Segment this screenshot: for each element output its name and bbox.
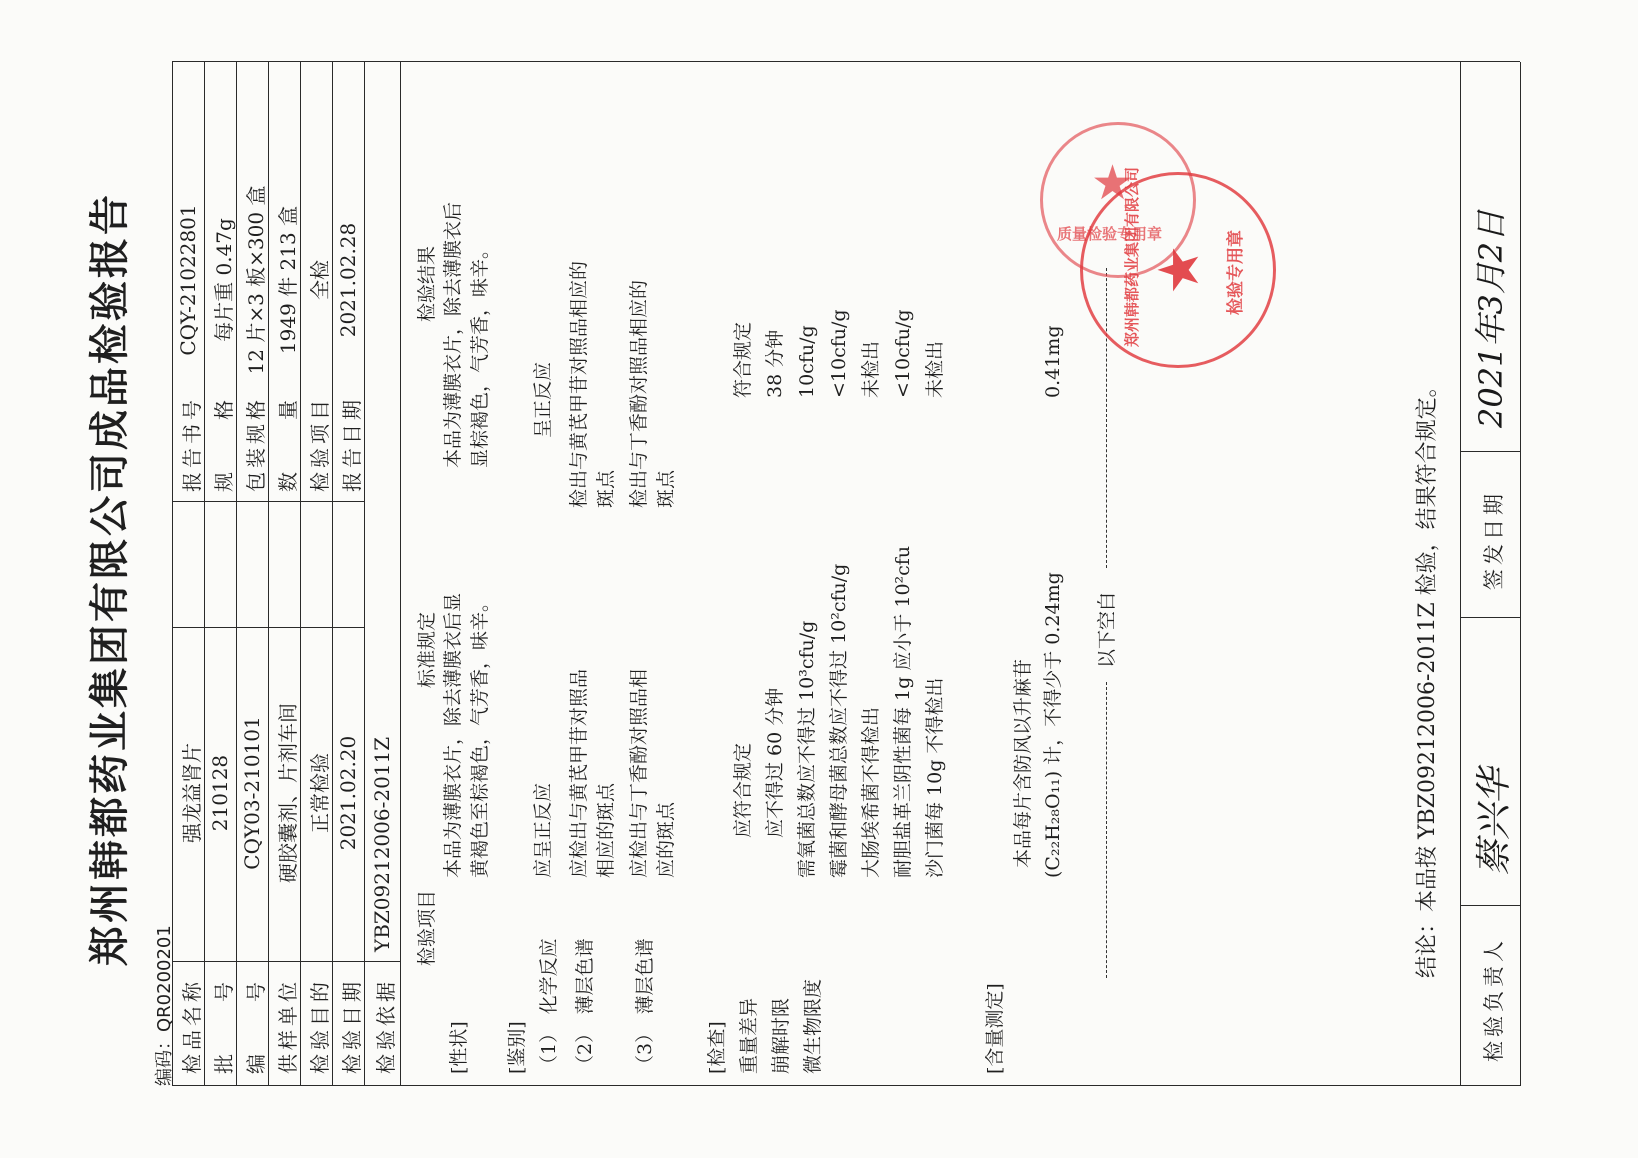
micro-salmonella-result: 未检出 (924, 340, 946, 398)
check-weight-variation-result: 符合规定 (732, 321, 754, 398)
label-test-items: 检验项目 (308, 396, 332, 492)
check-item-microbial-limit: 微生物限度 (802, 978, 824, 1074)
character-result-line-2: 显棕褐色，气芳香，味辛。 (469, 239, 491, 468)
value-test-basis: YBZ09212006-2011Z (370, 736, 394, 952)
identification-item-2: （2） 薄层色谱 (574, 938, 596, 1074)
label-quantity: 数 量 (276, 396, 300, 492)
character-result-line-1: 本品为薄膜衣片，除去薄膜衣后 (442, 201, 464, 468)
identification-1-result: 呈正反应 (532, 361, 554, 438)
identification-2-standard-line-1: 应检出与黄芪甲苷对照品 (568, 668, 590, 878)
label-test-date: 检验日期 (340, 978, 364, 1074)
label-report-number: 报告书号 (180, 396, 204, 492)
check-microbial-limit-standard: 需氧菌总数应不得过 10³cfu/g (796, 620, 818, 878)
label-package-spec: 包装规格 (244, 396, 268, 492)
identification-3-result-line-1: 检出与丁香酚对照品相应的 (628, 279, 650, 508)
label-responsible-person: 检验负责人 (1482, 937, 1506, 1062)
value-product-name: 强龙益肾片 (180, 743, 204, 843)
section-identification: [鉴别] (506, 1021, 528, 1074)
check-item-weight-variation: 重量差异 (738, 997, 760, 1074)
label-issue-date: 签发日期 (1482, 490, 1506, 590)
label-report-date: 报告日期 (340, 396, 364, 492)
identification-item-3: （3） 薄层色谱 (634, 938, 656, 1074)
identification-3-standard-line-2: 应的斑点 (655, 801, 677, 878)
identification-2-result-line-2: 斑点 (595, 469, 617, 508)
check-microbial-limit-result: 10cfu/g (796, 325, 818, 398)
check-disintegration-standard: 应不得过 60 分钟 (764, 687, 786, 838)
label-batch-number: 批 号 (212, 978, 236, 1074)
section-check: [检查] (706, 1021, 728, 1074)
character-standard-line-1: 本品为薄膜衣片，除去薄膜衣后显 (442, 592, 464, 878)
column-header-result: 检验结果 (416, 245, 438, 322)
label-test-purpose: 检验目的 (308, 978, 332, 1074)
label-product-name: 检品名称 (180, 978, 204, 1074)
value-test-items: 全检 (308, 260, 332, 300)
micro-gram-negative-standard: 耐胆盐革兰阴性菌每 1g 应小于 10²cfu (892, 545, 914, 878)
stamp-star-icon: ★ (1147, 244, 1212, 295)
value-package-spec: 12 片×3 板×300 盒 (244, 185, 268, 375)
blank-dash-left (1106, 682, 1107, 978)
assay-standard-line-1: 本品每片含防风以升麻苷 (1012, 658, 1034, 868)
micro-salmonella-standard: 沙门菌每 10g 不得检出 (924, 677, 946, 878)
quality-inspection-stamp (1040, 122, 1196, 278)
label-test-basis: 检验依据 (374, 978, 398, 1074)
identification-1-standard: 应呈正反应 (532, 782, 554, 878)
assay-result: 0.41mg (1042, 325, 1064, 398)
section-character: [性状] (448, 1021, 470, 1074)
assay-standard-line-2: (C₂₂H₂₈O₁₁) 计，不得少于 0.24mg (1042, 572, 1064, 878)
value-test-date: 2021.02.20 (336, 735, 360, 851)
section-assay: [含量测定] (984, 983, 1006, 1074)
check-disintegration-result: 38 分钟 (764, 329, 786, 398)
identification-2-standard-line-2: 相应的斑点 (595, 782, 617, 878)
micro-mold-yeast-standard: 霉菌和酵母菌总数应不得过 10²cfu/g (828, 563, 850, 878)
document-code: 编码：QR0200201 (154, 925, 175, 1086)
value-sample-supplier: 硬胶囊剂、片剂车间 (276, 703, 300, 883)
value-report-number: CQY-21022801 (176, 204, 200, 356)
micro-gram-negative-result: <10cfu/g (892, 309, 914, 398)
value-test-purpose: 正常检验 (308, 753, 332, 833)
identification-2-result-line-1: 检出与黄芪甲苷对照品相应的 (568, 260, 590, 508)
value-specification: 每片重 0.47g (212, 218, 236, 342)
micro-e-coli-result: 未检出 (860, 340, 882, 398)
label-specification: 规 格 (212, 396, 236, 492)
blank-note: 以下空白 (1096, 591, 1118, 668)
report-title: 郑州韩都药业集团有限公司成品检验报告 (87, 192, 133, 966)
conclusion: 结论：本品按 YBZ09212006-2011Z 检验，结果符合规定。 (1415, 375, 1440, 978)
stamp-company-text: 郑州韩都药业集团有限公司 (1123, 166, 1141, 347)
micro-mold-yeast-result: <10cfu/g (828, 309, 850, 398)
handwritten-issue-date: 2021年3月2日 (1472, 209, 1510, 428)
stamp-other-text: 质量检验专用章 (1057, 225, 1163, 243)
identification-3-result-line-2: 斑点 (655, 469, 677, 508)
responsible-signature: 蔡兴华 (1474, 767, 1515, 876)
stamp-star-icon-2: ★ (1091, 155, 1135, 211)
value-serial-number: CQY03-210101 (240, 716, 264, 870)
stamp-company-bottom-text: 检验专用章 (1226, 230, 1246, 315)
check-item-disintegration: 崩解时限 (770, 997, 792, 1074)
column-header-item: 检验项目 (416, 889, 438, 966)
value-batch-number: 210128 (208, 754, 232, 832)
label-serial-number: 编 号 (244, 978, 268, 1074)
identification-3-standard-line-1: 应检出与丁香酚对照品相 (628, 668, 650, 878)
identification-item-1: （1） 化学反应 (538, 938, 560, 1074)
label-sample-supplier: 供样单位 (276, 978, 300, 1074)
value-report-date: 2021.02.28 (336, 222, 360, 338)
check-weight-variation-standard: 应符合规定 (732, 742, 754, 838)
value-quantity: 1949 件 213 盒 (276, 205, 300, 355)
column-header-standard: 标准规定 (416, 611, 438, 688)
micro-e-coli-standard: 大肠埃希菌不得检出 (860, 706, 882, 878)
character-standard-line-2: 黄褐色至棕褐色，气芳香，味辛。 (469, 592, 491, 878)
